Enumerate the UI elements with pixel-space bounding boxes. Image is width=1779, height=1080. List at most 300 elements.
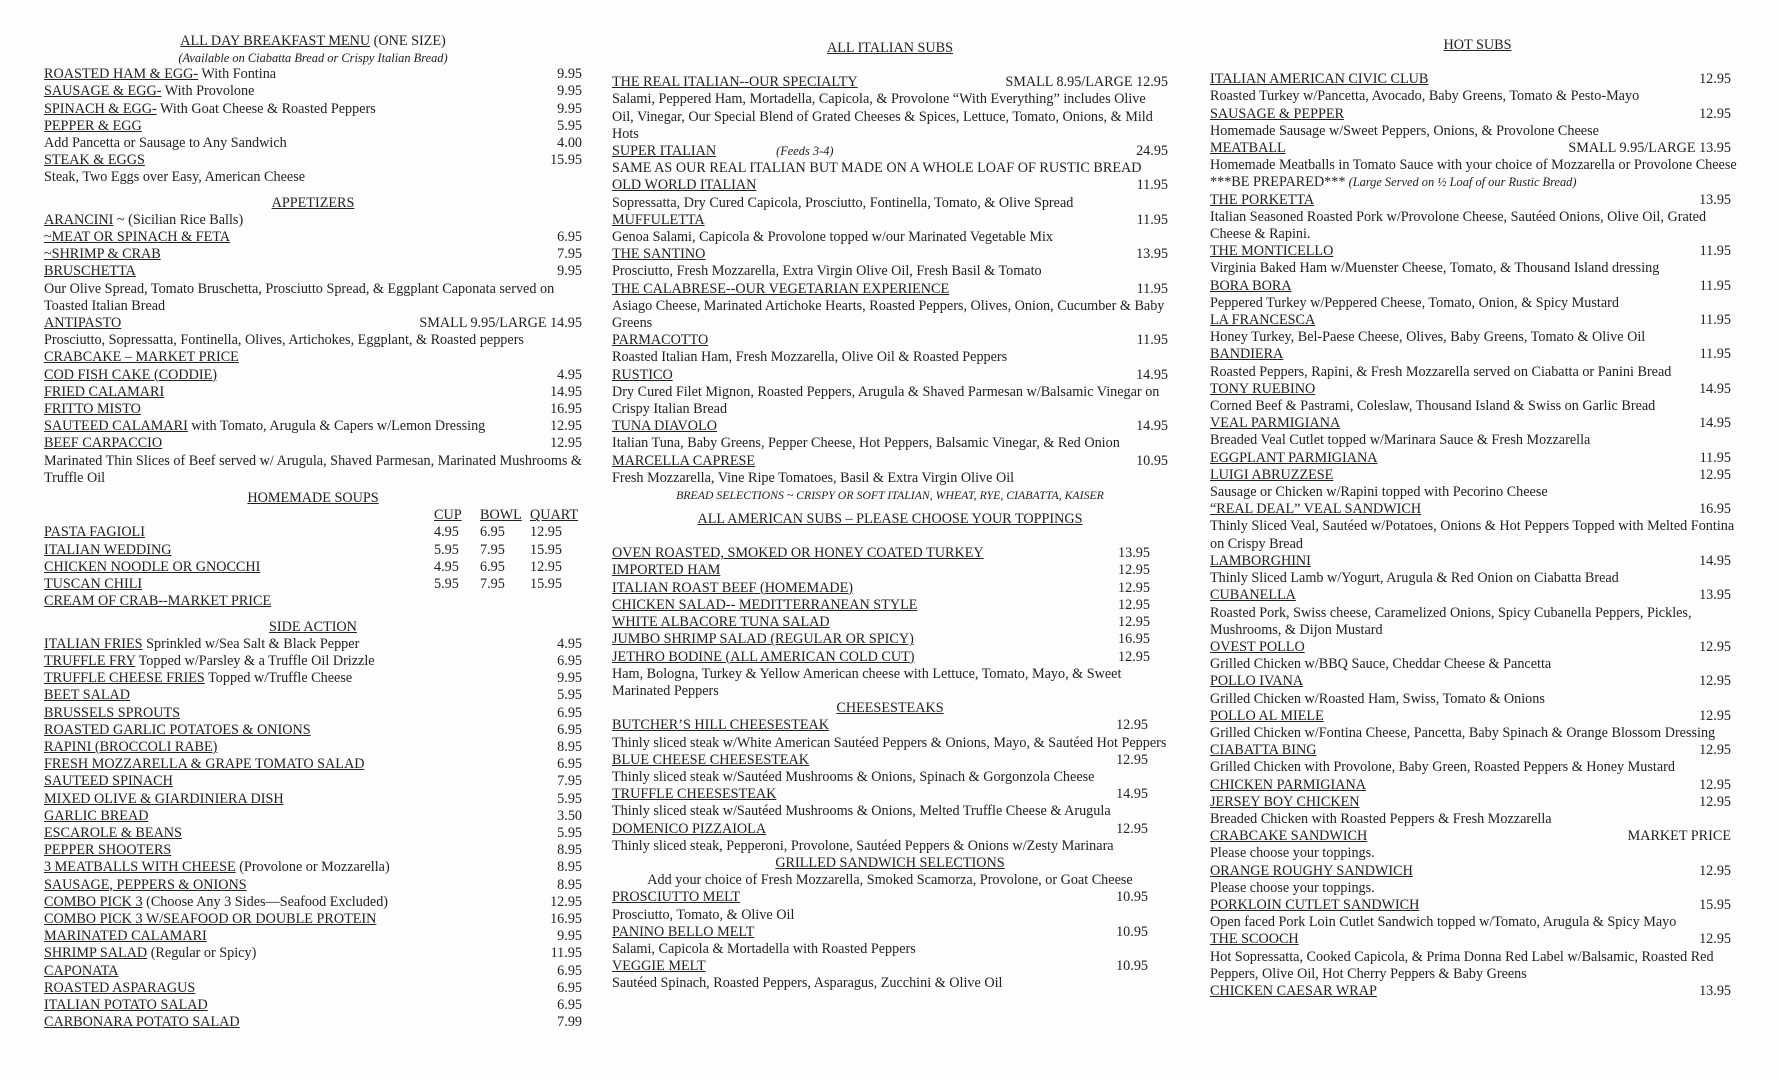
item-name-wrap <box>44 825 182 842</box>
item-price: 10.95 <box>1136 452 1168 469</box>
menu-item <box>44 773 582 790</box>
item-price: 14.95 <box>1136 418 1168 435</box>
item-price: 13.95 <box>1699 191 1731 208</box>
menu-item <box>44 911 582 928</box>
soup-quart-price: 12.95 <box>530 558 562 575</box>
item-name-wrap <box>1210 553 1311 570</box>
american-subs-heading: ALL AMERICAN SUBS – PLEASE CHOOSE YOUR TOPPINGS <box>697 511 1083 528</box>
item-name: CHICKEN CAESAR WRAP <box>1210 982 1377 999</box>
menu-item <box>612 562 1168 579</box>
menu-item <box>44 66 582 83</box>
item-description: Marinated Thin Slices of Beef served w/ Arugula, Shaved Parmesan, Marinated Mushrooms & Truffle Oil <box>44 452 582 486</box>
item-price: 9.95 <box>557 670 582 687</box>
item-name-wrap <box>1210 639 1305 656</box>
soup-row <box>44 524 582 541</box>
arancini-options <box>44 229 582 263</box>
item-name-wrap <box>1210 346 1283 363</box>
item-name: TRUFFLE FRY <box>44 652 136 669</box>
item-description <box>1210 759 1745 776</box>
item-name: BEEF CARPACCIO <box>44 435 163 452</box>
grilled-heading: GRILLED SANDWICH SELECTIONS <box>775 854 1005 871</box>
item-name: MIXED OLIVE & GIARDINIERA DISH <box>44 790 284 807</box>
item-price: 6.95 <box>557 704 582 721</box>
item-name-wrap <box>44 756 364 773</box>
menu-item <box>44 842 582 859</box>
item-name: MEATBALL <box>1210 140 1286 157</box>
steak-description: Steak, Two Eggs over Easy, American Cheese <box>44 169 306 186</box>
menu-item: BRUSCHETTA 9.95 <box>44 263 582 280</box>
item-name-wrap <box>44 859 390 876</box>
item-name-wrap <box>1210 501 1421 518</box>
menu-item <box>1210 983 1745 1000</box>
item-name: CHICKEN PARMIGIANA <box>1210 776 1366 793</box>
menu-item <box>44 135 582 152</box>
menu-item: ANTIPASTO SMALL 9.95/LARGE 14.95 <box>44 315 582 332</box>
item-description: Our Olive Spread, Tomato Bruschetta, Prosciutto Spread, & Eggplant Caponata served on Toasted Italian Bread <box>44 280 555 314</box>
menu-item <box>1210 863 1745 880</box>
item-price: 12.95 <box>550 435 582 452</box>
menu-item <box>1210 450 1745 467</box>
item-name: THE SCOOCH <box>1210 931 1299 948</box>
item-price: 7.99 <box>557 1014 582 1031</box>
item-price: 6.95 <box>557 721 582 738</box>
item-name: MUFFULETTA <box>612 211 705 228</box>
item-price: 11.95 <box>1136 280 1168 297</box>
item-description <box>1210 880 1745 897</box>
item-name-wrap <box>1210 450 1378 467</box>
menu-item <box>1210 278 1745 295</box>
item-price: 4.95 <box>557 366 582 383</box>
item-name: CHICKEN SALAD-- MEDITTERRANEAN STYLE <box>612 596 918 613</box>
item-price: 12.95 <box>1699 105 1731 122</box>
item-name-wrap <box>1210 243 1333 260</box>
sides-list <box>44 636 582 1032</box>
item-description <box>612 298 1168 332</box>
item-name-wrap <box>612 545 984 562</box>
menu-item <box>612 752 1168 769</box>
item-price: 8.95 <box>557 876 582 893</box>
item-description-text: Dry Cured Filet Mignon, Roasted Peppers, Arugula & Shaved Parmesan w/Balsamic Vinegar on Crispy Italian Bread <box>612 383 1160 418</box>
menu-item <box>612 453 1168 470</box>
item-description <box>612 435 1168 452</box>
item-price: 6.95 <box>557 756 582 773</box>
item-name-wrap <box>44 118 142 135</box>
item-description-text: Thinly sliced steak w/Sautéed Mushrooms & Onions, Spinach & Gorgonzola Cheese <box>612 768 1095 785</box>
item-name: CRABCAKE – MARKET PRICE <box>44 349 239 366</box>
item-name: ~MEAT OR SPINACH & FETA <box>44 229 231 246</box>
menu-item <box>44 687 582 704</box>
item-name: JETHRO BODINE (ALL AMERICAN COLD CUT) <box>612 648 915 665</box>
menu-item <box>44 928 582 945</box>
menu-item <box>44 152 582 169</box>
menu-item <box>1210 742 1745 759</box>
menu-item <box>1210 639 1745 656</box>
item-description-text: Grilled Chicken with Provolone, Baby Green, Roasted Peppers & Honey Mustard <box>1210 759 1675 776</box>
item-name: CRABCAKE SANDWICH <box>1210 828 1368 845</box>
item-name: FRIED CALAMARI <box>44 383 165 400</box>
soup-cup-price: 5.95 <box>434 541 459 558</box>
soup-cup-price: 5.95 <box>434 576 459 593</box>
menu-item <box>612 332 1168 349</box>
soup-bowl-price: 7.95 <box>480 576 505 593</box>
item-description-text: SAME AS OUR REAL ITALIAN BUT MADE ON A WHOLE LOAF OF RUSTIC BREAD <box>612 160 1142 177</box>
item-price: 6.95 <box>557 979 582 996</box>
item-name: PARMACOTTO <box>612 332 709 349</box>
item-description-text: Breaded Chicken with Roasted Peppers & Fresh Mozzarella <box>1210 810 1552 827</box>
item-name-wrap <box>1210 897 1419 914</box>
hot-subs-list <box>1210 71 1745 1000</box>
item-name-wrap <box>1210 742 1316 759</box>
menu-item <box>1210 140 1745 157</box>
item-name-wrap <box>612 614 830 631</box>
item-name-wrap <box>44 152 145 169</box>
menu-item <box>612 958 1168 975</box>
item-description <box>1210 811 1745 828</box>
item-description <box>612 349 1168 366</box>
item-name-wrap <box>1210 708 1324 725</box>
item-name: THE PORKETTA <box>1210 191 1315 208</box>
item-name: VEAL PARMIGIANA <box>1210 415 1341 432</box>
soup-bowl-price: 7.95 <box>480 541 505 558</box>
item-note: (Large Served on ½ Loaf of our Rustic Bread) <box>1345 175 1577 190</box>
item-description-text: Breaded Veal Cutlet topped w/Marinara Sauce & Fresh Mozzarella <box>1210 432 1591 449</box>
item-description-text: Genoa Salami, Capicola & Provolone topped w/our Marinated Vegetable Mix <box>612 229 1054 246</box>
item-description-text: Italian Seasoned Roasted Pork w/Provolone Cheese, Sautéed Onions, Olive Oil, Grated Cheese & Rapini. <box>1210 208 1707 243</box>
item-name-wrap <box>44 773 173 790</box>
menu-item <box>612 717 1168 734</box>
menu-item <box>44 83 582 100</box>
menu-item <box>44 349 582 366</box>
item-description-text: Grilled Chicken w/BBQ Sauce, Cheddar Cheese & Pancetta <box>1210 656 1552 673</box>
item-name: CAPONATA <box>44 962 119 979</box>
item-name: “REAL DEAL” VEAL SANDWICH <box>1210 501 1422 518</box>
menu-item: CREAM OF CRAB--MARKET PRICE <box>44 593 272 610</box>
item-price: 16.95 <box>1118 631 1150 648</box>
item-name-wrap <box>44 401 141 418</box>
item-price: 3.50 <box>557 807 582 824</box>
item-name-wrap <box>1210 381 1315 398</box>
soup-header-row: CUP BOWL QUART <box>434 507 579 524</box>
soup-bowl-price: 6.95 <box>480 524 505 541</box>
item-name: ESCAROLE & BEANS <box>44 824 182 841</box>
item-name-wrap <box>612 889 740 906</box>
item-description <box>1210 656 1745 673</box>
menu-item <box>612 143 1168 160</box>
item-price: 14.95 <box>1136 366 1168 383</box>
menu-item <box>612 821 1168 838</box>
menu-item <box>44 963 582 980</box>
item-name-wrap <box>612 597 917 614</box>
item-description <box>1210 88 1745 105</box>
item-description-text: Roasted Italian Ham, Fresh Mozzarella, Olive Oil & Roasted Peppers <box>612 349 1008 366</box>
item-price: 8.95 <box>557 738 582 755</box>
item-name: BORA BORA <box>1210 277 1292 294</box>
item-description <box>612 838 1168 855</box>
breakfast-list <box>44 66 582 169</box>
item-name: MARINATED CALAMARI <box>44 928 207 945</box>
item-name-wrap <box>44 653 375 670</box>
item-description-text: Thinly sliced steak w/Sautéed Mushrooms & Onions, Melted Truffle Cheese & Arugula <box>612 803 1111 820</box>
item-description <box>1210 295 1745 312</box>
item-name: RUSTICO <box>612 366 673 383</box>
item-inline-desc: Sprinkled w/Sea Salt & Black Pepper <box>142 635 360 652</box>
menu-item <box>44 722 582 739</box>
grilled-note: Add your choice of Fresh Mozzarella, Smoked Scamorza, Provolone, or Goat Cheese <box>647 872 1133 889</box>
arancini-row: ARANCINI ~ (Sicilian Rice Balls) <box>44 211 244 228</box>
item-description <box>1210 260 1745 277</box>
item-price: MARKET PRICE <box>1627 828 1731 845</box>
item-name-wrap <box>1210 415 1340 432</box>
item-name-wrap <box>44 1014 240 1031</box>
item-inline-desc: Add Pancetta or Sausage to Any Sandwich <box>44 135 287 152</box>
breakfast-heading: ALL DAY BREAKFAST MENU (ONE SIZE) <box>180 33 446 49</box>
menu-item <box>44 980 582 997</box>
item-name-wrap <box>44 722 311 739</box>
item-name: PEPPER & EGG <box>44 117 142 134</box>
item-description <box>1210 570 1745 587</box>
item-name: COD FISH CAKE (CODDIE) <box>44 366 218 383</box>
item-price: 12.95 <box>1118 648 1150 665</box>
item-description: Prosciutto, Sopressatta, Fontinella, Olives, Artichokes, Eggplant, & Roasted peppers <box>44 332 524 349</box>
item-price: 11.95 <box>1699 277 1731 294</box>
item-description-text: Prosciutto, Tomato, & Olive Oil <box>612 906 795 923</box>
item-price: 13.95 <box>1118 545 1150 562</box>
item-name-wrap <box>44 83 254 100</box>
menu-item <box>1210 243 1745 260</box>
menu-item <box>44 756 582 773</box>
menu-item <box>612 614 1168 631</box>
item-name: LA FRANCESCA <box>1210 312 1316 329</box>
item-description-text: Roasted Peppers, Rapini, & Fresh Mozzarella served on Ciabatta or Panini Bread <box>1210 363 1672 380</box>
item-description <box>1210 432 1745 449</box>
item-price: 12.95 <box>1699 742 1731 759</box>
menu-item <box>44 384 582 401</box>
soups-table <box>44 524 582 593</box>
item-price: 10.95 <box>1116 923 1148 940</box>
item-description <box>1210 157 1745 191</box>
soup-row <box>44 542 582 559</box>
item-name-wrap <box>1210 192 1314 209</box>
menu-item <box>44 877 582 894</box>
item-description-text: Hot Sopressatta, Cooked Capicola, & Prima Donna Red Label w/Balsamic, Roasted Red Peppers, Olive Oil, Hot Cherry Peppers & Baby Greens <box>1210 948 1714 982</box>
item-description <box>1210 691 1745 708</box>
italian-subs-heading: ALL ITALIAN SUBS <box>826 40 954 56</box>
item-note: (Feeds 3-4) <box>776 144 834 159</box>
menu-item <box>612 649 1168 666</box>
side-action-heading: SIDE ACTION <box>269 618 357 635</box>
item-name-wrap <box>1210 587 1296 604</box>
item-price: 13.95 <box>1699 587 1731 604</box>
item-description <box>1210 845 1745 862</box>
menu-item <box>44 401 582 418</box>
item-name: BUTCHER’S HILL CHEESESTEAK <box>612 717 830 734</box>
item-price: 13.95 <box>1136 246 1168 263</box>
item-name: 3 MEATBALLS WITH CHEESE <box>44 859 236 876</box>
item-name: COMBO PICK 3 W/SEAFOOD OR DOUBLE PROTEIN <box>44 910 377 927</box>
item-price: 10.95 <box>1116 889 1148 906</box>
item-price: 12.95 <box>1118 614 1150 631</box>
item-description-text: Grilled Chicken w/Fontina Cheese, Pancetta, Baby Spinach & Orange Blossom Dressing <box>1210 724 1716 741</box>
item-name-wrap <box>44 791 284 808</box>
item-name-wrap <box>44 367 217 384</box>
item-name: SUPER ITALIAN <box>612 143 717 160</box>
soup-quart-price: 15.95 <box>530 576 562 593</box>
item-price: SMALL 8.95/LARGE 12.95 <box>1005 74 1168 91</box>
bread-selections: BREAD SELECTIONS ~ CRISPY OR SOFT ITALIAN, WHEAT, RYE, CIABATTA, KAISER <box>676 488 1104 503</box>
menu-item <box>1210 673 1745 690</box>
item-price: 5.95 <box>557 117 582 134</box>
menu-item <box>1210 381 1745 398</box>
item-description-text: Honey Turkey, Bel-Paese Cheese, Olives, Baby Greens, Tomato & Olive Oil <box>1210 329 1646 346</box>
item-inline-desc: (Regular or Spicy) <box>147 945 257 962</box>
item-description <box>612 769 1168 786</box>
item-description <box>1210 914 1745 931</box>
item-name: TONY RUEBINO <box>1210 380 1316 397</box>
item-name-wrap <box>44 636 359 653</box>
item-name: ORANGE ROUGHY SANDWICH <box>1210 862 1413 879</box>
item-name-wrap <box>1210 673 1303 690</box>
item-name-wrap <box>612 212 705 229</box>
item-name-wrap <box>44 980 195 997</box>
menu-item <box>612 786 1168 803</box>
item-name-wrap <box>44 894 388 911</box>
item-name: PROSCIUTTO MELT <box>612 889 741 906</box>
menu-item <box>44 101 582 118</box>
item-inline-desc: With Fontina <box>198 66 277 83</box>
item-price: 12.95 <box>1118 596 1150 613</box>
item-description-text: Salami, Peppered Ham, Mortadella, Capicola, & Provolone “With Everything” includes Olive Oil, Vinegar, Our Special Blend of Grated Cheeses & Spices, Lettuce, Tomato, Onions, & Mild Hots <box>612 91 1153 142</box>
item-price: 7.95 <box>557 773 582 790</box>
item-name: POLLO IVANA <box>1210 673 1304 690</box>
item-price: 9.95 <box>557 66 582 83</box>
item-description <box>1210 329 1745 346</box>
menu-item <box>44 808 582 825</box>
item-name-wrap <box>1210 828 1367 845</box>
menu-item <box>44 997 582 1014</box>
item-price: SMALL 9.95/LARGE 13.95 <box>1568 140 1731 157</box>
menu-item <box>1210 71 1745 88</box>
item-price: 16.95 <box>1699 501 1731 518</box>
menu-item <box>1210 794 1745 811</box>
item-price: 12.95 <box>1699 931 1731 948</box>
item-name: ROASTED GARLIC POTATOES & ONIONS <box>44 721 311 738</box>
item-name-wrap <box>612 143 834 160</box>
item-price: 12.95 <box>1699 707 1731 724</box>
menu-item <box>612 924 1168 941</box>
item-description <box>1210 398 1745 415</box>
item-description-text: Asiago Cheese, Marinated Artichoke Hearts, Roasted Peppers, Olives, Onion, Cucumber & Baby Greens <box>612 297 1165 332</box>
soup-name: CHICKEN NOODLE OR GNOCCHI <box>44 558 261 575</box>
menu-item <box>44 418 582 435</box>
item-price: 13.95 <box>1699 982 1731 999</box>
item-description-text: Thinly Sliced Veal, Sautéed w/Potatoes, Onions & Hot Peppers Topped with Melted Fontina on Crispy Bread <box>1210 518 1735 552</box>
item-price: 24.95 <box>1136 143 1168 160</box>
appetizers-list <box>44 349 582 452</box>
item-inline-desc: Topped w/Parsley & a Truffle Oil Drizzle <box>135 652 375 669</box>
menu-item <box>1210 777 1745 794</box>
item-name-wrap <box>44 705 180 722</box>
item-description <box>1210 123 1745 140</box>
item-price: 12.95 <box>1699 673 1731 690</box>
item-name: CUBANELLA <box>1210 587 1296 604</box>
item-price: 12.95 <box>1699 776 1731 793</box>
item-name: SAUTEED SPINACH <box>44 773 173 790</box>
item-name-wrap <box>44 911 376 928</box>
menu-item <box>612 545 1168 562</box>
item-name-wrap <box>612 821 766 838</box>
menu-item <box>44 739 582 756</box>
item-name-wrap <box>44 842 171 859</box>
item-description-text: Thinly sliced steak w/White American Sautéed Peppers & Onions, Mayo, & Sautéed Hot Peppers <box>612 734 1167 751</box>
item-description-text: Please choose your toppings. <box>1210 845 1375 862</box>
menu-item <box>44 894 582 911</box>
item-price: 9.95 <box>557 100 582 117</box>
item-name: PANINO BELLO MELT <box>612 923 755 940</box>
item-name-wrap <box>44 66 276 83</box>
item-name: ~SHRIMP & CRAB <box>44 246 161 263</box>
menu-item <box>1210 346 1745 363</box>
item-name: STEAK & EGGS <box>44 152 145 169</box>
item-description <box>612 907 1168 924</box>
item-name: GARLIC BREAD <box>44 807 149 824</box>
menu-item <box>612 597 1168 614</box>
item-inline-desc: (Choose Any 3 Sides—Seafood Excluded) <box>142 893 389 910</box>
item-description <box>612 470 1168 487</box>
item-name: COMBO PICK 3 <box>44 893 143 910</box>
soup-quart-price: 15.95 <box>530 541 562 558</box>
item-description-text: Sausage or Chicken w/Rapini topped with Pecorino Cheese <box>1210 484 1548 501</box>
item-price: 11.95 <box>1136 177 1168 194</box>
item-name: JUMBO SHRIMP SALAD (REGULAR OR SPICY) <box>612 631 914 648</box>
item-name-wrap <box>612 418 717 435</box>
item-name: OLD WORLD ITALIAN <box>612 177 757 194</box>
item-description <box>612 195 1168 212</box>
item-price: 6.95 <box>557 652 582 669</box>
menu-item <box>44 825 582 842</box>
item-description-text: Grilled Chicken w/Roasted Ham, Swiss, Tomato & Onions <box>1210 690 1545 707</box>
item-description <box>612 735 1168 752</box>
item-description-text: Homemade Meatballs in Tomato Sauce with your choice of Mozzarella or Provolone Cheese ***BE PREPARED*** <box>1210 157 1737 191</box>
item-description-text: Open faced Pork Loin Cutlet Sandwich topped w/Tomato, Arugula & Spicy Mayo <box>1210 914 1677 931</box>
item-name: POLLO AL MIELE <box>1210 707 1324 724</box>
item-description-text: Italian Tuna, Baby Greens, Pepper Cheese, Hot Peppers, Balsamic Vinegar, & Red Onion <box>612 435 1120 452</box>
american-subs-list <box>612 545 1168 665</box>
item-name-wrap <box>44 135 287 152</box>
menu-item <box>612 889 1168 906</box>
item-name: ITALIAN ROAST BEEF (HOMEMADE) <box>612 579 853 596</box>
soup-row <box>44 576 582 593</box>
item-price: 8.95 <box>557 859 582 876</box>
item-name-wrap <box>612 649 915 666</box>
item-description-text: Roasted Turkey w/Pancetta, Avocado, Baby Greens, Tomato & Pesto-Mayo <box>1210 88 1640 105</box>
breakfast-note: (Available on Ciabatta Bread or Crispy Italian Bread) <box>178 51 448 66</box>
menu-item <box>1210 501 1745 518</box>
italian-subs-list <box>612 74 1168 487</box>
item-name: LUIGI ABRUZZESE <box>1210 466 1334 483</box>
item-name-wrap <box>1210 467 1333 484</box>
item-name: THE SANTINO <box>612 246 706 263</box>
item-description <box>612 975 1168 992</box>
item-name: LAMBORGHINI <box>1210 552 1311 569</box>
menu-item <box>1210 897 1745 914</box>
item-name-wrap <box>1210 140 1286 157</box>
item-name: BEET SALAD <box>44 687 131 704</box>
item-price: 11.95 <box>550 945 582 962</box>
item-price: 9.95 <box>557 83 582 100</box>
item-price: 5.95 <box>557 824 582 841</box>
item-description <box>1210 605 1745 639</box>
item-price: 15.95 <box>1699 896 1731 913</box>
